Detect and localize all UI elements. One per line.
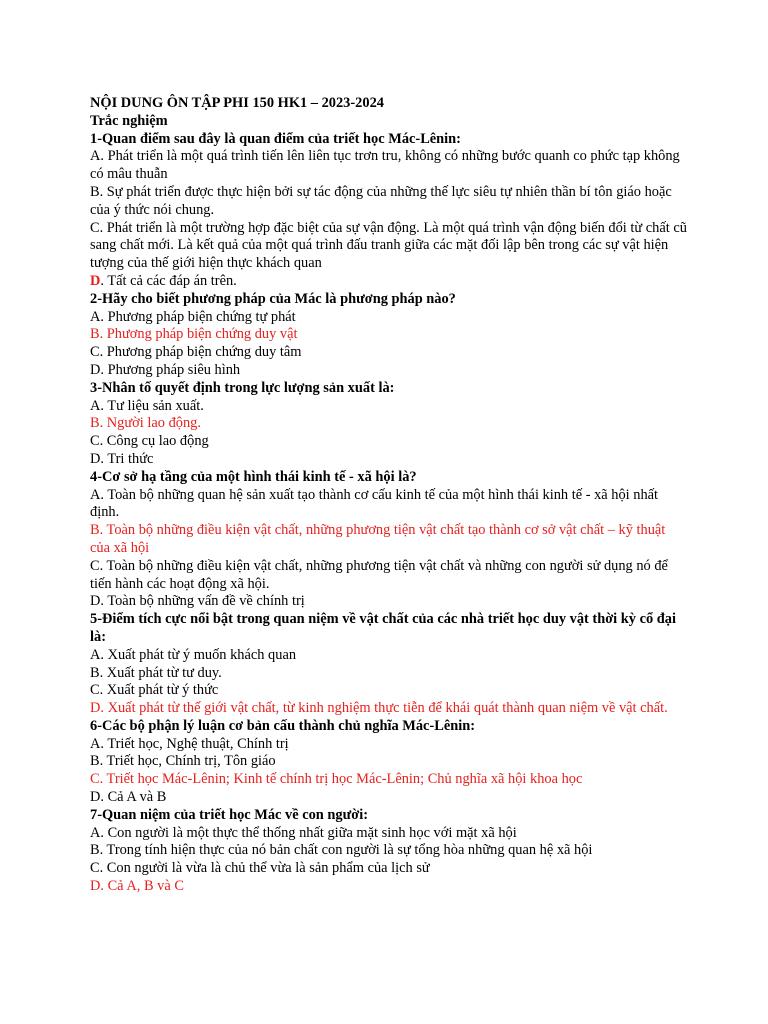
option-c: C. Phát triển là một trường hợp đặc biệt của sự vận động. Là một quá trình vận động biến đổi từ chất cũ sang chất mới. Là kết quả của một quá trình đấu tranh giữa các mặt đối lập bên trong các sự vật hiện tượng của thế giới hiện thực khách quan <box>90 219 687 272</box>
document-title: NỘI DUNG ÔN TẬP PHI 150 HK1 – 2023-2024 <box>90 95 384 111</box>
question-text: 2-Hãy cho biết phương pháp của Mác là phương pháp nào? <box>90 290 456 307</box>
section-heading: Trắc nghiệm <box>90 112 168 129</box>
option-b: B. Sự phát triển được thực hiện bởi sự tác động của những thế lực siêu tự nhiên thần bí tôn giáo hoặc của ý thức nói chung. <box>90 183 672 218</box>
option-a: A. Xuất phát từ ý muốn khách quan <box>90 646 297 663</box>
option-d-text: . Tất cả các đáp án trên. <box>100 272 237 289</box>
question-text: 4-Cơ sở hạ tầng của một hình thái kinh tế - xã hội là? <box>90 468 417 485</box>
question-text: 5-Điểm tích cực nổi bật trong quan niệm về vật chất của các nhà triết học duy vật thời kỳ cổ đại là: <box>90 611 676 645</box>
question-3 <box>90 380 688 469</box>
question-text: 7-Quan niệm của triết học Mác về con người: <box>90 806 368 823</box>
option-c-correct: C. Triết học Mác-Lênin; Kinh tế chính trị học Mác-Lênin; Chủ nghĩa xã hội khoa học <box>90 771 583 788</box>
option-d <box>90 273 688 291</box>
option-c: C. Công cụ lao động <box>90 433 209 450</box>
question-5 <box>90 611 688 718</box>
option-d-letter: D <box>90 272 101 289</box>
question-2 <box>90 291 688 380</box>
option-d: D. Tri thức <box>90 450 154 467</box>
option-d-correct: D. Xuất phát từ thế giới vật chất, từ kinh nghiệm thực tiễn để khái quát thành quan niệm về vật chất. <box>90 700 668 717</box>
option-c: C. Toàn bộ những điều kiện vật chất, những phương tiện vật chất và những con người sử dụng nó để tiến hành các hoạt động xã hội. <box>90 557 668 592</box>
option-b: B. Xuất phát từ tư duy. <box>90 664 222 681</box>
option-d: D. Cả A và B <box>90 789 167 806</box>
option-d: D. Toàn bộ những vấn đề về chính trị <box>90 593 305 610</box>
option-b-correct: B. Phương pháp biện chứng duy vật <box>90 326 298 343</box>
option-a: A. Con người là một thực thể thống nhất giữa mặt sinh học với mặt xã hội <box>90 824 517 841</box>
option-b: B. Trong tính hiện thực của nó bản chất con người là sự tổng hòa những quan hệ xã hội <box>90 842 593 859</box>
option-c: C. Xuất phát từ ý thức <box>90 682 219 699</box>
option-a: A. Phương pháp biện chứng tự phát <box>90 308 296 325</box>
question-1 <box>90 131 688 291</box>
option-b-correct: B. Người lao động. <box>90 415 201 432</box>
option-d-correct: D. Cả A, B và C <box>90 878 184 895</box>
question-text: 6-Các bộ phận lý luận cơ bản cấu thành chủ nghĩa Mác-Lênin: <box>90 717 476 734</box>
option-a: A. Triết học, Nghệ thuật, Chính trị <box>90 735 289 752</box>
question-text: 3-Nhân tố quyết định trong lực lượng sản xuất là: <box>90 379 395 396</box>
question-text: 1-Quan điểm sau đây là quan điểm của triết học Mác-Lênin: <box>90 130 461 147</box>
option-a: A. Phát triển là một quá trình tiến lên liên tục trơn tru, không có những bước quanh co phức tạp không có mâu thuẫn <box>90 148 680 183</box>
option-a: A. Toàn bộ những quan hệ sản xuất tạo thành cơ cấu kinh tế của một hình thái kinh tế - xã hội nhất định. <box>90 486 659 521</box>
question-6 <box>90 718 688 807</box>
option-c: C. Con người là vừa là chủ thể vừa là sản phẩm của lịch sử <box>90 860 430 877</box>
question-7 <box>90 807 688 896</box>
option-a: A. Tư liệu sản xuất. <box>90 397 204 414</box>
option-b: B. Triết học, Chính trị, Tôn giáo <box>90 753 276 770</box>
option-c: C. Phương pháp biện chứng duy tâm <box>90 344 302 361</box>
option-b-correct: B. Toàn bộ những điều kiện vật chất, những phương tiện vật chất tạo thành cơ sở vật chất – kỹ thuật của xã hội <box>90 522 666 556</box>
option-d: D. Phương pháp siêu hình <box>90 361 241 378</box>
question-4 <box>90 469 688 611</box>
